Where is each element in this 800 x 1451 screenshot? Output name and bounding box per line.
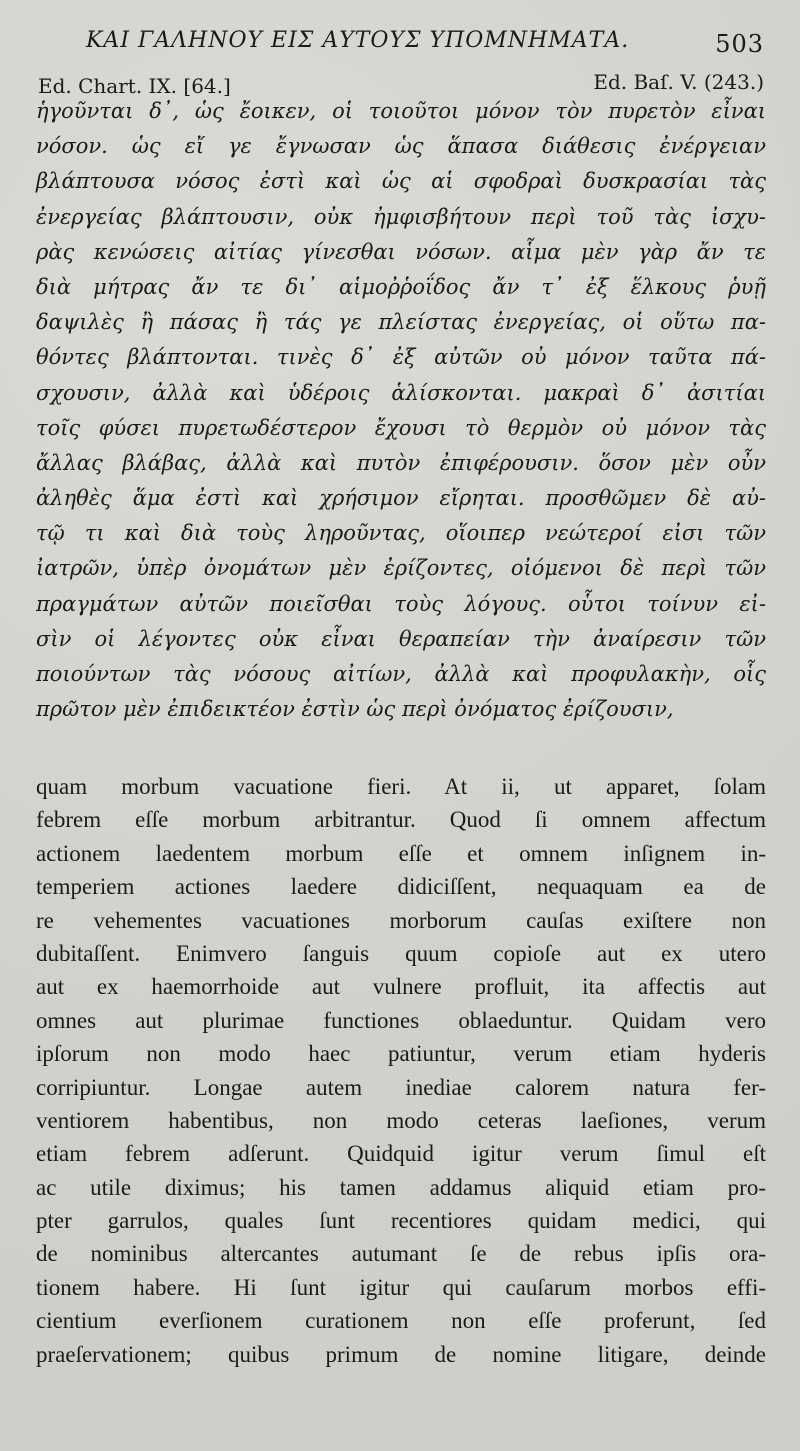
greek-line: ποιούντων τὰς νόσους αἰτίων, ἀλλὰ καὶ προφυλακὴν, οἷς	[36, 662, 766, 686]
edition-reference-basel: Ed. Baſ. V. (243.)	[593, 70, 764, 94]
greek-line: τῷ τι καὶ διὰ τοὺς ληροῦντας, οἵοιπερ νεώτεροί εἰσι τῶν	[36, 521, 766, 546]
latin-line: cientium everſionem curationem non eſſe proferunt, ſed	[36, 1308, 766, 1334]
latin-line: dubitaſſent. Enimvero ſanguis quum copioſe aut ex utero	[36, 940, 766, 966]
greek-line: ρὰς κενώσεις αἰτίας γίνεσθαι νόσων. αἷμα μὲν γὰρ ἄν τε	[36, 239, 766, 264]
running-title: ΚΑΙ ΓΑΛΗΝΟΥ ΕΙΣ ΑΥΤΟΥΣ ΥΠΟΜΝΗΜΑΤΑ.	[86, 28, 630, 53]
greek-line: τοῖς φύσει πυρετωδέστερον ἔχουσι τὸ θερμὸν οὐ μόνον τὰς	[36, 415, 766, 440]
greek-line: πραγμάτων αὐτῶν ποιεῖσθαι τοὺς λόγους. οὗτοι τοίνυν εἰ-	[36, 591, 766, 616]
latin-line: ventiorem habentibus, non modo ceteras laeſiones, verum	[36, 1107, 766, 1133]
latin-line: de nominibus altercantes autumant ſe de rebus ipſis ora-	[36, 1241, 766, 1267]
greek-line: διὰ μήτρας ἄν τε δι᾽ αἱμοῤῥοΐδος ἄν τ᾽ ἐξ ἕλκους ῥυῇ	[36, 274, 766, 299]
greek-line: ἰατρῶν, ὑπὲρ ὀνομάτων μὲν ἐρίζοντες, οἰόμενοι δὲ περὶ τῶν	[36, 556, 766, 581]
latin-line: re vehementes vacuationes morborum cauſas exiſtere non	[36, 907, 766, 933]
latin-line: quam morbum vacuatione fieri. At ii, ut apparet, ſolam	[36, 774, 766, 799]
latin-line: tionem habere. Hi ſunt igitur qui cauſarum morbos effi-	[36, 1274, 766, 1300]
greek-line: θόντες βλάπτονται. τινὲς δ᾽ ἐξ αὐτῶν οὐ μόνον ταῦτα πά-	[36, 345, 766, 370]
latin-line: praeſervationem; quibus primum de nomine litigare, deinde	[36, 1341, 766, 1367]
latin-line: corripiuntur. Longae autem inediae calorem natura fer-	[36, 1074, 766, 1100]
greek-line: δαψιλὲς ἢ πάσας ἢ τάς γε πλείστας ἐνεργείας, οἱ οὕτω πα-	[36, 310, 766, 335]
latin-line: actionem laedentem morbum eſſe et omnem inſignem in-	[36, 840, 766, 866]
greek-line: ἐνεργείας βλάπτουσιν, οὐκ ἠμφισβήτουν περὶ τοῦ τὰς ἰσχυ-	[36, 204, 766, 229]
latin-text-block	[36, 770, 766, 1371]
latin-line: aut ex haemorrhoide aut vulnere profluit, ita affectis aut	[36, 974, 766, 1000]
edition-reference-chartier: Ed. Chart. IX. [64.]	[38, 74, 231, 98]
greek-line: βλάπτουσα νόσος ἐστὶ καὶ ὡς αἱ σφοδραὶ δυσκρασίαι τὰς	[36, 169, 766, 194]
latin-line: temperiem actiones laedere didiciſſent, nequaquam ea de	[36, 874, 766, 900]
latin-line: ipſorum non modo haec patiuntur, verum etiam hyderis	[36, 1041, 766, 1067]
greek-line: νόσον. ὡς εἴ γε ἔγνωσαν ὡς ἅπασα διάθεσις ἐνέργειαν	[36, 134, 766, 159]
greek-line: ἀληθὲς ἅμα ἐστὶ καὶ χρήσιμον εἴρηται. προσθῶμεν δὲ αὐ-	[36, 486, 766, 511]
greek-line: ἡγοῦνται δ᾽, ὡς ἔοικεν, οἱ τοιοῦτοι μόνον τὸν πυρετὸν εἶναι	[36, 99, 766, 123]
greek-line: πρῶτον μὲν ἐπιδεικτέον ἐστὶν ὡς περὶ ὀνόματος ἐρίζουσιν,	[36, 697, 674, 722]
greek-line: ἄλλας βλάβας, ἀλλὰ καὶ πυτὸν ἐπιφέρουσιν. ὅσον μὲν οὖν	[36, 450, 766, 475]
greek-line: σχουσιν, ἀλλὰ καὶ ὑδέροις ἁλίσκονται. μακραὶ δ᾽ ἀσιτίαι	[36, 380, 766, 405]
latin-line: etiam febrem adſerunt. Quidquid igitur verum ſimul eſt	[36, 1141, 766, 1167]
greek-text-block	[36, 94, 766, 727]
latin-line: omnes aut plurimae functiones oblaeduntur. Quidam vero	[36, 1007, 766, 1033]
latin-line: pter garrulos, quales ſunt recentiores quidam medici, qui	[36, 1208, 766, 1234]
latin-line: febrem eſſe morbum arbitrantur. Quod ſi omnem affectum	[36, 807, 766, 833]
greek-line: σὶν οἱ λέγοντες οὐκ εἶναι θεραπείαν τὴν ἀναίρεσιν τῶν	[36, 626, 766, 651]
page-number: 503	[715, 30, 764, 58]
latin-line: ac utile diximus; his tamen addamus aliquid etiam pro-	[36, 1174, 766, 1200]
